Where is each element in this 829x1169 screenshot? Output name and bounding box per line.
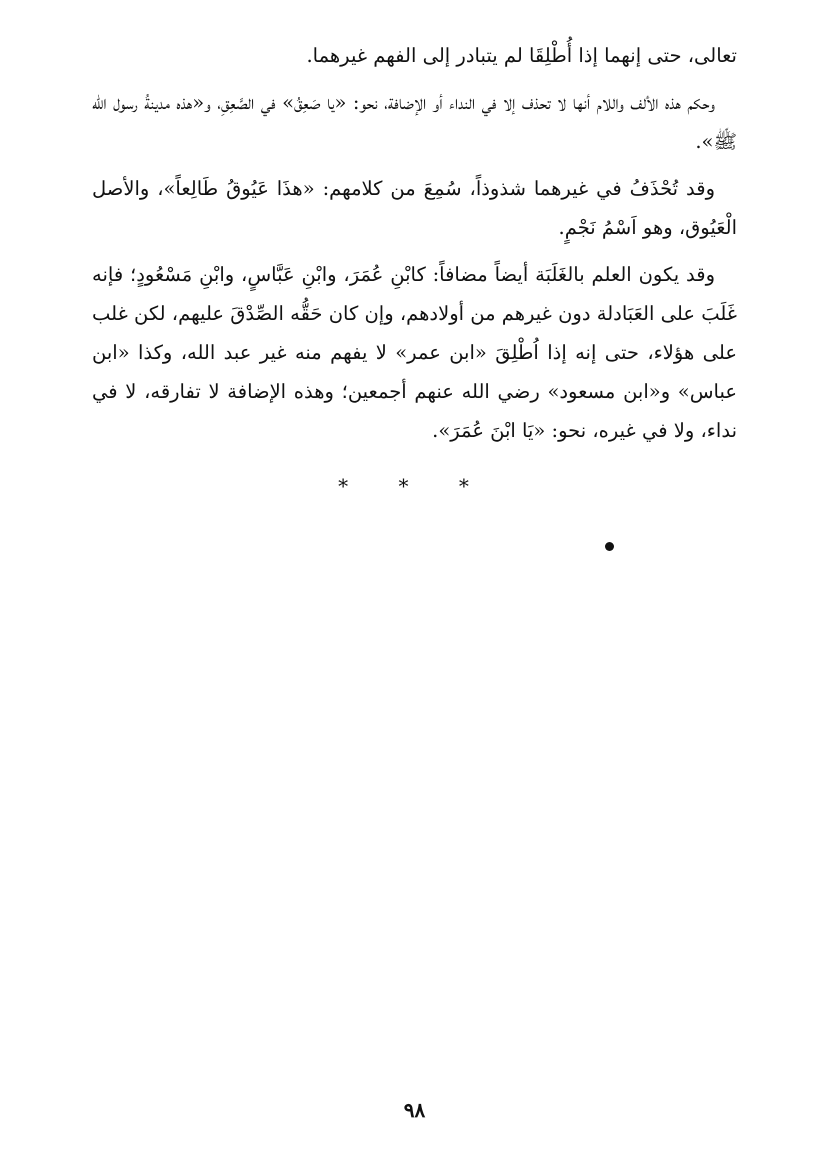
paragraph-irregular-deletion: وقد تُحْذَفُ في غيرهما شذوذاً، سُمِعَ من كلامهم: «هذَا عَيُوقُ طَالِعاً»، والأصل الْعَيُوق، وهو اَسْمُ نَجْمٍ. [92, 177, 737, 239]
page-number: ٩٨ [403, 1098, 426, 1122]
body-text [92, 36, 737, 458]
section-separator: * * * [338, 474, 491, 498]
bullet-dot-mark [605, 542, 614, 551]
paragraph-definite-article-rule: وحكم هذه الألف واللام أنها لا تحذف إلا في النداء أو الإضافة، نحو: «يا صَعِقُ» في الصَّعِقِ، و«هذه مدينةُ رسول الله ﷺ». [92, 91, 737, 153]
paragraph-dominance-by-annexation: وقد يكون العلم بالغَلَبَة أيضاً مضافاً: كابْنِ عُمَرَ، وابْنِ عَبَّاسٍ، وابْنِ مَسْعُودٍ؛ فإنه غَلَبَ على العَبَادلة دون غيرهم من أولادهم، وإن كان حَقُّه الصِّدْقَ عليهم، لكن غلب على هؤلاء، حتى إنه إذا اُطْلِقَ «ابن عمر» لا يفهم منه غير عبد الله، وكذا «ابن عباس» و«ابن مسعود» رضي الله عنهم أجمعين؛ وهذه الإضافة لا تفارقه، لا في نداء، ولا في غيره، نحو: «يَا ابْنَ عُمَرَ». [92, 263, 737, 442]
paragraph-continuation: تعالى، حتى إنهما إذا أُطْلِقَا لم يتبادر إلى الفهم غيرهما. [306, 44, 737, 67]
